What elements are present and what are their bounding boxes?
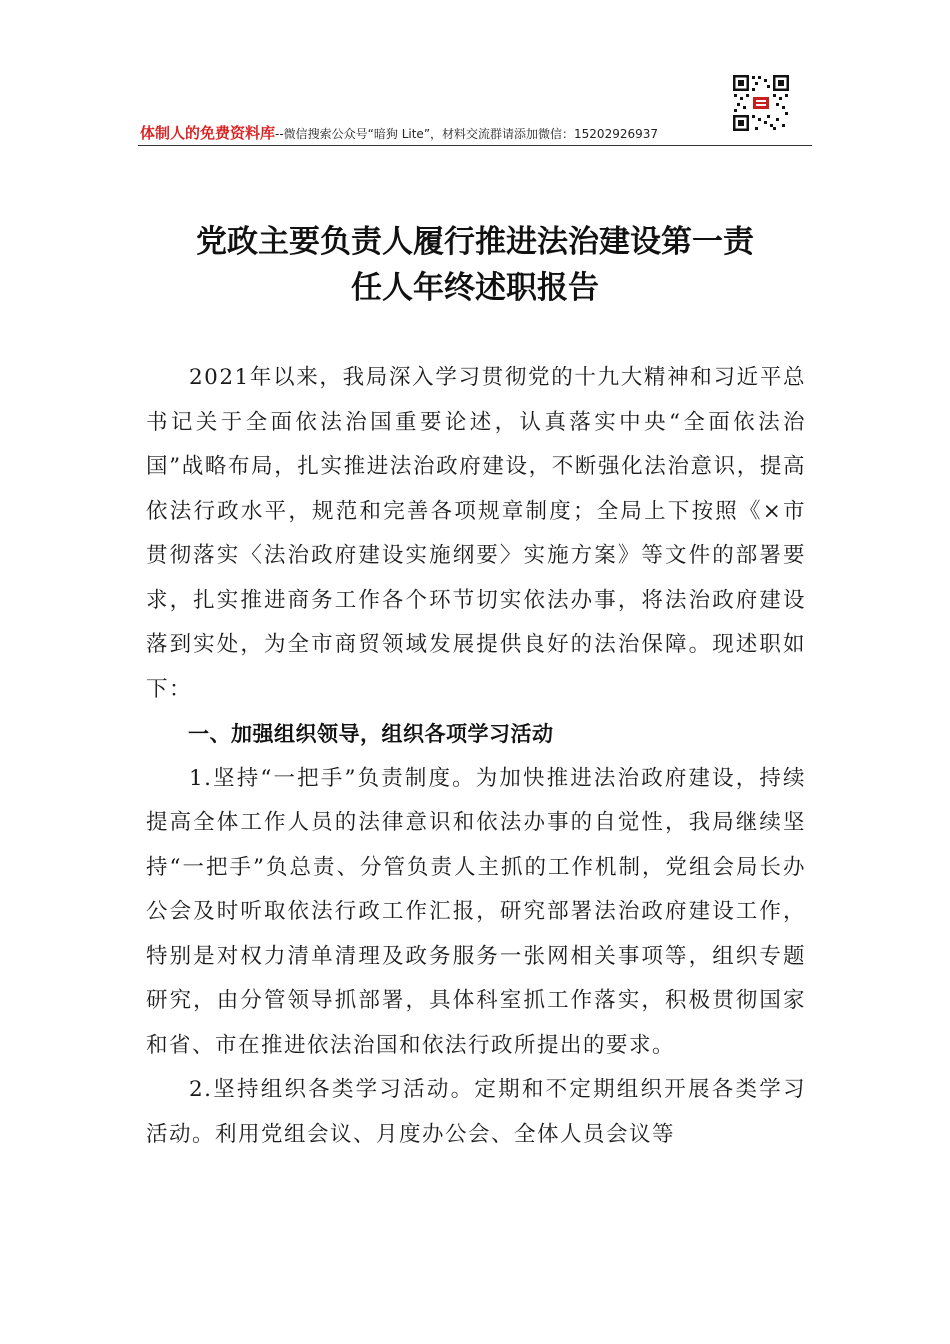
- item-paragraph-1: 1.坚持“一把手”负责制度。为加快推进法治政府建设，持续提高全体工作人员的法律意识和依法办事的自觉性，我局继续坚持“一把手”负总责、分管负责人主抓的工作机制，党组会局长办公会及时听取依法行政工作汇报，研究部署法治政府建设工作，特别是对权力清单清理及政务服务一张网相关事项等，组织专题研究，由分管领导抓部署，具体科室抓工作落实，积极贯彻国家和省、市在推进依法治国和依法行政所提出的要求。: [146, 765, 806, 1058]
- document-title: [140, 219, 810, 311]
- header-note: --微信搜索公众号“暗狗 Lite”，材料交流群请添加微信：15202926937: [275, 127, 659, 141]
- item-paragraph-2: 2.坚持组织各类学习活动。定期和不定期组织开展各类学习活动。利用党组会议、月度办公会、全体人员会议等: [146, 1077, 806, 1147]
- intro-paragraph: 2021年以来，我局深入学习贯彻党的十九大精神和习近平总书记关于全面依法治国重要论述，认真落实中央“全面依法治国”战略布局，扎实推进法治政府建设，不断强化法治意识，提高依法行政水平，规范和完善各项规章制度；全局上下按照《×市贯彻落实〈法治政府建设实施纲要〉实施方案》等文件的部署要求，扎实推进商务工作各个环节切实依法办事，将法治政府建设落到实处，为全市商贸领域发展提供良好的法治保障。现述职如下：: [146, 365, 806, 702]
- header-brand: 体制人的免费资料库: [140, 124, 276, 142]
- header-divider: [138, 145, 812, 146]
- document-body: [146, 356, 806, 1157]
- title-line-2: 任人年终述职报告: [351, 269, 599, 306]
- qr-code-icon: [731, 73, 791, 133]
- page-header: [140, 122, 812, 144]
- title-line-1: 党政主要负责人履行推进法治建设第一责: [196, 223, 754, 260]
- section-heading-1: 一、加强组织领导，组织各项学习活动: [188, 722, 554, 746]
